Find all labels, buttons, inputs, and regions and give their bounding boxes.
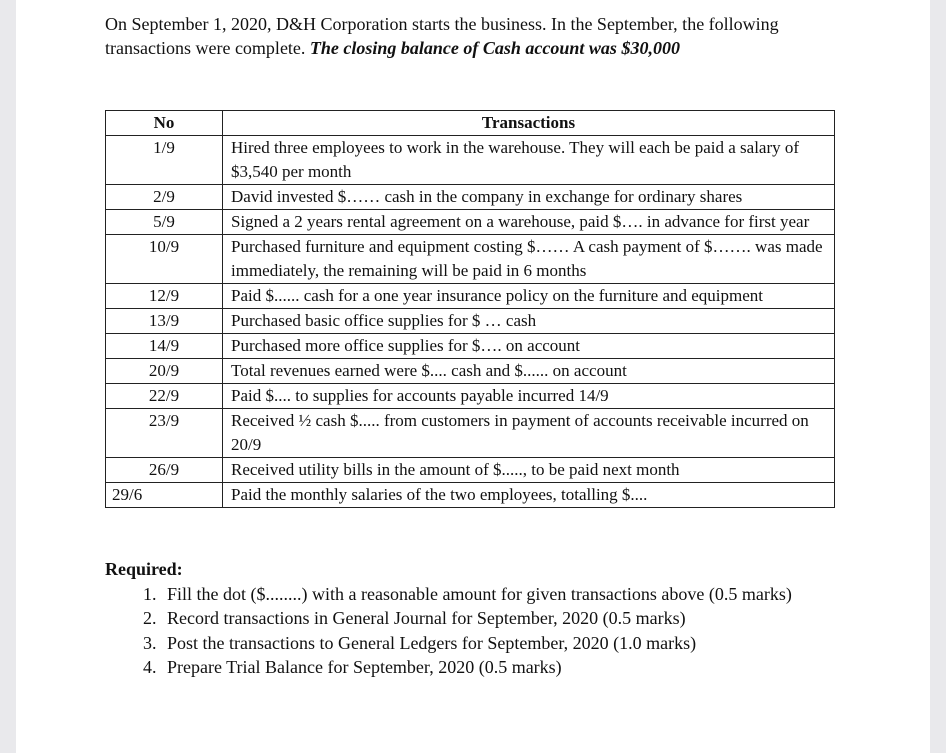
row-transaction: Total revenues earned were $.... cash and $...... on account <box>223 359 835 384</box>
table-row <box>106 185 835 210</box>
transactions-table <box>105 110 835 508</box>
required-list <box>105 582 865 680</box>
row-no: 1/9 <box>106 136 223 185</box>
table-row <box>106 359 835 384</box>
intro-text: On September 1, 2020, D&H Corporation starts the business. In the September, the following transactions were complete. <box>105 14 779 58</box>
required-title: Required: <box>105 559 183 579</box>
row-transaction: David invested $…… cash in the company in exchange for ordinary shares <box>223 185 835 210</box>
table-header-row <box>106 111 835 136</box>
table-row <box>106 136 835 185</box>
header-transactions: Transactions <box>223 111 835 136</box>
row-no: 23/9 <box>106 409 223 458</box>
row-transaction: Paid $.... to supplies for accounts payable incurred 14/9 <box>223 384 835 409</box>
row-no: 29/6 <box>106 483 223 508</box>
required-item: 4. Prepare Trial Balance for September, 2020 (0.5 marks) <box>161 655 865 680</box>
row-no: 10/9 <box>106 235 223 284</box>
row-transaction: Purchased more office supplies for $…. on account <box>223 334 835 359</box>
table-row <box>106 409 835 458</box>
document-page <box>16 0 930 753</box>
row-transaction: Paid $...... cash for a one year insurance policy on the furniture and equipment <box>223 284 835 309</box>
row-transaction: Received utility bills in the amount of $....., to be paid next month <box>223 458 835 483</box>
row-no: 26/9 <box>106 458 223 483</box>
row-no: 12/9 <box>106 284 223 309</box>
required-item: 2. Record transactions in General Journal for September, 2020 (0.5 marks) <box>161 606 865 631</box>
required-item: 3. Post the transactions to General Ledgers for September, 2020 (1.0 marks) <box>161 631 865 656</box>
row-no: 14/9 <box>106 334 223 359</box>
table-row <box>106 235 835 284</box>
intro-bold-text: The closing balance of Cash account was $30,000 <box>309 38 680 58</box>
row-no: 20/9 <box>106 359 223 384</box>
row-transaction: Hired three employees to work in the warehouse. They will each be paid a salary of $3,540 per month <box>223 136 835 185</box>
required-section <box>105 557 865 680</box>
row-transaction: Signed a 2 years rental agreement on a warehouse, paid $…. in advance for first year <box>223 210 835 235</box>
table-row <box>106 334 835 359</box>
table-row <box>106 210 835 235</box>
table-row <box>106 483 835 508</box>
row-transaction: Paid the monthly salaries of the two employees, totalling $.... <box>223 483 835 508</box>
row-transaction: Purchased basic office supplies for $ … cash <box>223 309 835 334</box>
required-item: 1. Fill the dot ($........) with a reasonable amount for given transactions above (0.5 marks) <box>161 582 865 607</box>
table-row <box>106 384 835 409</box>
intro-paragraph <box>105 12 825 60</box>
row-no: 2/9 <box>106 185 223 210</box>
row-no: 22/9 <box>106 384 223 409</box>
table-row <box>106 284 835 309</box>
row-no: 5/9 <box>106 210 223 235</box>
table-row <box>106 309 835 334</box>
row-transaction: Purchased furniture and equipment costing $…… A cash payment of $……. was made immediately, the remaining will be paid in 6 months <box>223 235 835 284</box>
table-row <box>106 458 835 483</box>
row-no: 13/9 <box>106 309 223 334</box>
header-no: No <box>106 111 223 136</box>
row-transaction: Received ½ cash $..... from customers in payment of accounts receivable incurred on 20/9 <box>223 409 835 458</box>
